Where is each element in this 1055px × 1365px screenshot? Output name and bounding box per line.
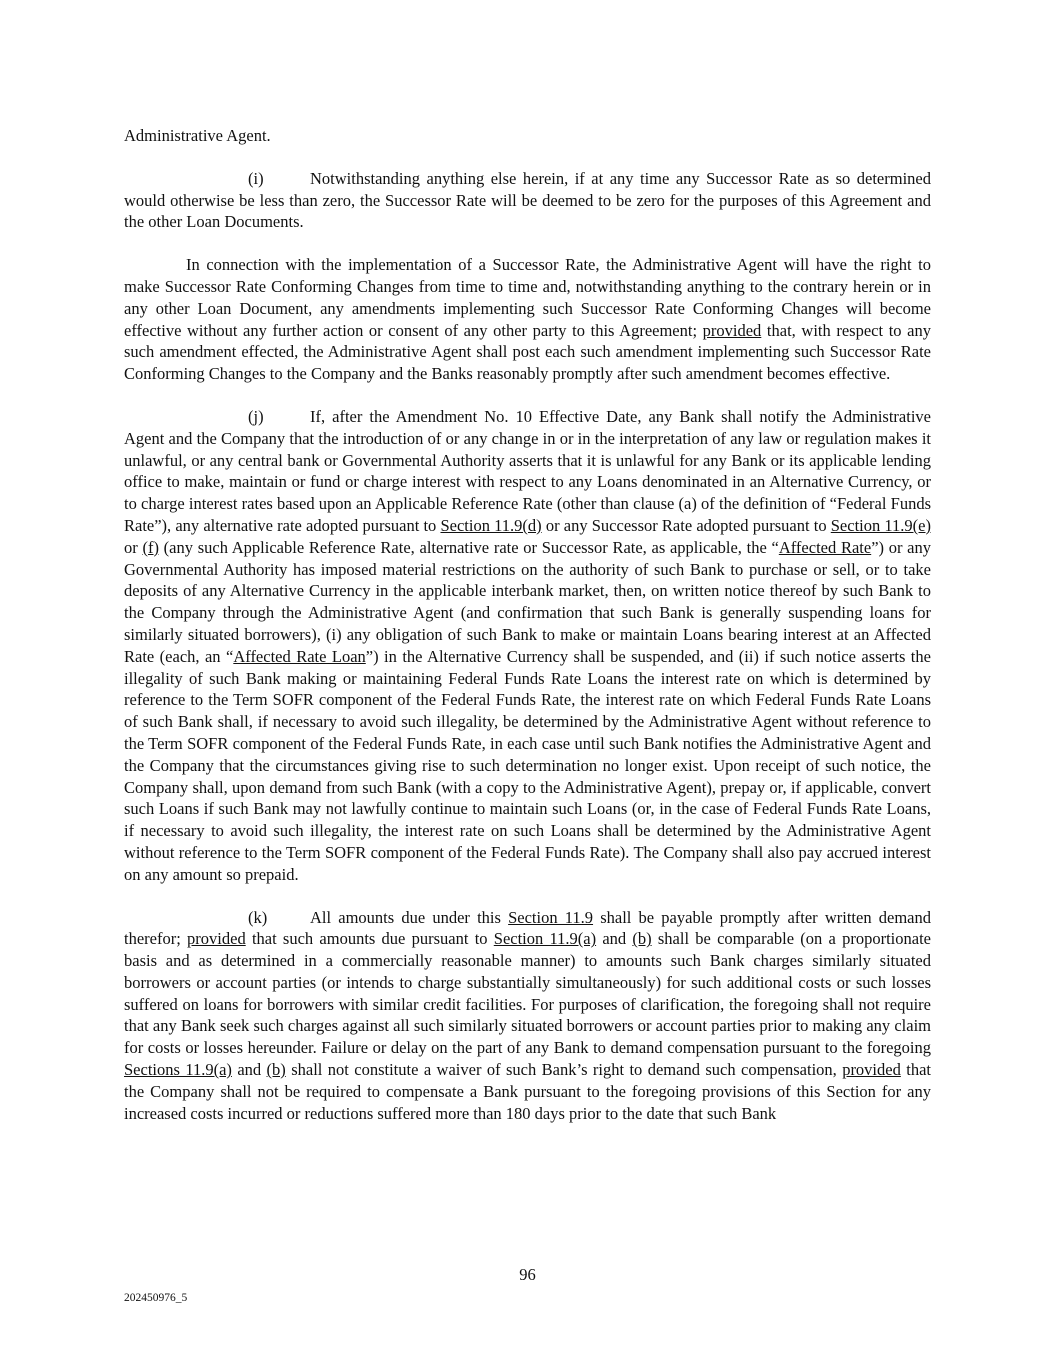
text-run: If, after the Amendment No. 10 Effective Date, any Bank shall notify the Administrative Agent and the Company that the introduction of or any change in or in the interpretation of any law or regulation makes it unlawful, or any central bank or Governmental Authority asserts that it is unlawful for any Bank or its applicable lending office to make, maintain or fund or charge interest with respect to any Loans denominated in an Alternative Currency, or to charge interest rates based upon an Applicable Reference Rate (other than clause (a) of the definition of “Federal Funds Rate”), any alternative rate adopted pursuant to (124, 406, 931, 535)
section-reference: (b) (632, 929, 652, 949)
paragraph-i (124, 168, 931, 233)
text-run: All amounts due under this (310, 907, 509, 927)
document-body (124, 125, 931, 1124)
defined-term: Affected Rate (778, 537, 872, 557)
section-reference: (f) (142, 537, 159, 557)
clause-text-i: Notwithstanding anything else herein, if at any time any Successor Rate as so determined would otherwise be less than zero, the Successor Rate will be deemed to be zero for the purposes of this Agreement and the other Loan Documents. (124, 168, 931, 232)
text-run: (any such Applicable Reference Rate, alternative rate or Successor Rate, as applicable, the “ (158, 537, 779, 557)
section-reference: Sections 11.9(a) (124, 1060, 232, 1080)
section-reference: Section 11.9(a) (493, 929, 597, 949)
text-run: or (124, 537, 143, 557)
text-run: shall be payable promptly after written demand therefor; (124, 907, 931, 949)
clause-label-k: (k) (248, 907, 268, 927)
text-run: and (231, 1060, 267, 1080)
paragraph-k (124, 907, 931, 1125)
paragraph-j (124, 406, 931, 886)
text-run: that the Company shall not be required to compensate a Bank pursuant to the foregoing provisions of this Section for any increased costs incurred or reductions suffered more than 180 days prior to the date that such Bank (124, 1060, 931, 1123)
text-run: that such amounts due pursuant to (245, 929, 494, 949)
clause-label-i: (i) (248, 168, 264, 188)
underlined-term: provided (187, 929, 246, 949)
text-run: shall not constitute a waiver of such Bank’s right to demand such compensation, (285, 1060, 843, 1080)
defined-term: Affected Rate Loan (233, 646, 366, 666)
section-reference: (b) (266, 1060, 286, 1080)
section-reference: Section 11.9(d) (440, 515, 542, 535)
section-reference: Section 11.9 (508, 907, 594, 927)
text-run: ”) or any Governmental Authority has imposed material restrictions on the authority of such Bank to purchase or sell, or to take deposits of any Alternative Currency in the applicable interbank market, then, on written notice thereof by such Bank to the Company through the Administrative Agent (and confirmation that such Bank is generally suspending loans for similarly situated borrowers), (i) any obligation of such Bank to make or maintain Loans bearing interest at an Affected Rate (each, an “ (124, 537, 932, 666)
clause-label-j: (j) (248, 406, 264, 426)
text-run: that, with respect to any such amendment effected, the Administrative Agent shall post each such amendment implementing such Successor Rate Conforming Changes to the Company and the Banks reasonably promptly after such amendment becomes effective. (124, 320, 931, 384)
text-run: or any Successor Rate adopted pursuant to (541, 515, 831, 535)
document-id: 202450976_5 (124, 1292, 188, 1304)
paragraph-connection (124, 254, 931, 385)
underlined-term: provided (842, 1060, 901, 1080)
page-number: 96 (519, 1265, 536, 1284)
paragraph-continuation: Administrative Agent. (124, 126, 271, 145)
text-run: and (596, 929, 633, 949)
text-run: shall be comparable (on a proportionate basis and as determined in a commercially reasonable manner) to amounts such Bank charges similarly situated borrowers or account parties (or intends to charge substantially simultaneously) for such additional costs or such losses suffered on loans for borrowers with similar credit facilities. For purposes of clarification, the foregoing shall not require that any Bank seek such charges against all such similarly situated borrowers or account parties prior to making any claim for costs or losses hereunder. Failure or delay on the part of any Bank to demand compensation pursuant to the foregoing (124, 929, 931, 1058)
section-reference: Section 11.9(e) (830, 515, 931, 535)
text-run: In connection with the implementation of a Successor Rate, the Administrative Agent will have the right to make Successor Rate Conforming Changes from time to time and, notwithstanding anything to the contrary herein or in any other Loan Document, any amendments implementing such Successor Rate Conforming Changes will become effective without any further action or consent of any other party to this Agreement; (124, 255, 931, 340)
text-run: ”) in the Alternative Currency shall be suspended, and (ii) if such notice asserts the illegality of such Bank making or maintaining Federal Funds Rate Loans the interest rate on which is determined by reference to the Term SOFR component of the Federal Funds Rate, the interest rate on which Federal Funds Rate Loans of such Bank shall, if necessary to avoid such illegality, be determined by the Administrative Agent without reference to the Term SOFR component of the Federal Funds Rate, in each case until such Bank notifies the Administrative Agent and the Company that the circumstances giving rise to such determination no longer exist. Upon receipt of such notice, the Company shall, upon demand from such Bank (with a copy to the Administrative Agent), prepay or, if applicable, convert such Loans if such Bank may not lawfully continue to maintain such Loans (or, in the case of Federal Funds Rate Loans, if necessary to avoid such illegality, the interest rate on such Loans shall be determined by the Administrative Agent without reference to the Term SOFR component of the Federal Funds Rate). The Company shall also pay accrued interest on any amount so prepaid. (124, 646, 931, 884)
underlined-term: provided (702, 320, 762, 340)
